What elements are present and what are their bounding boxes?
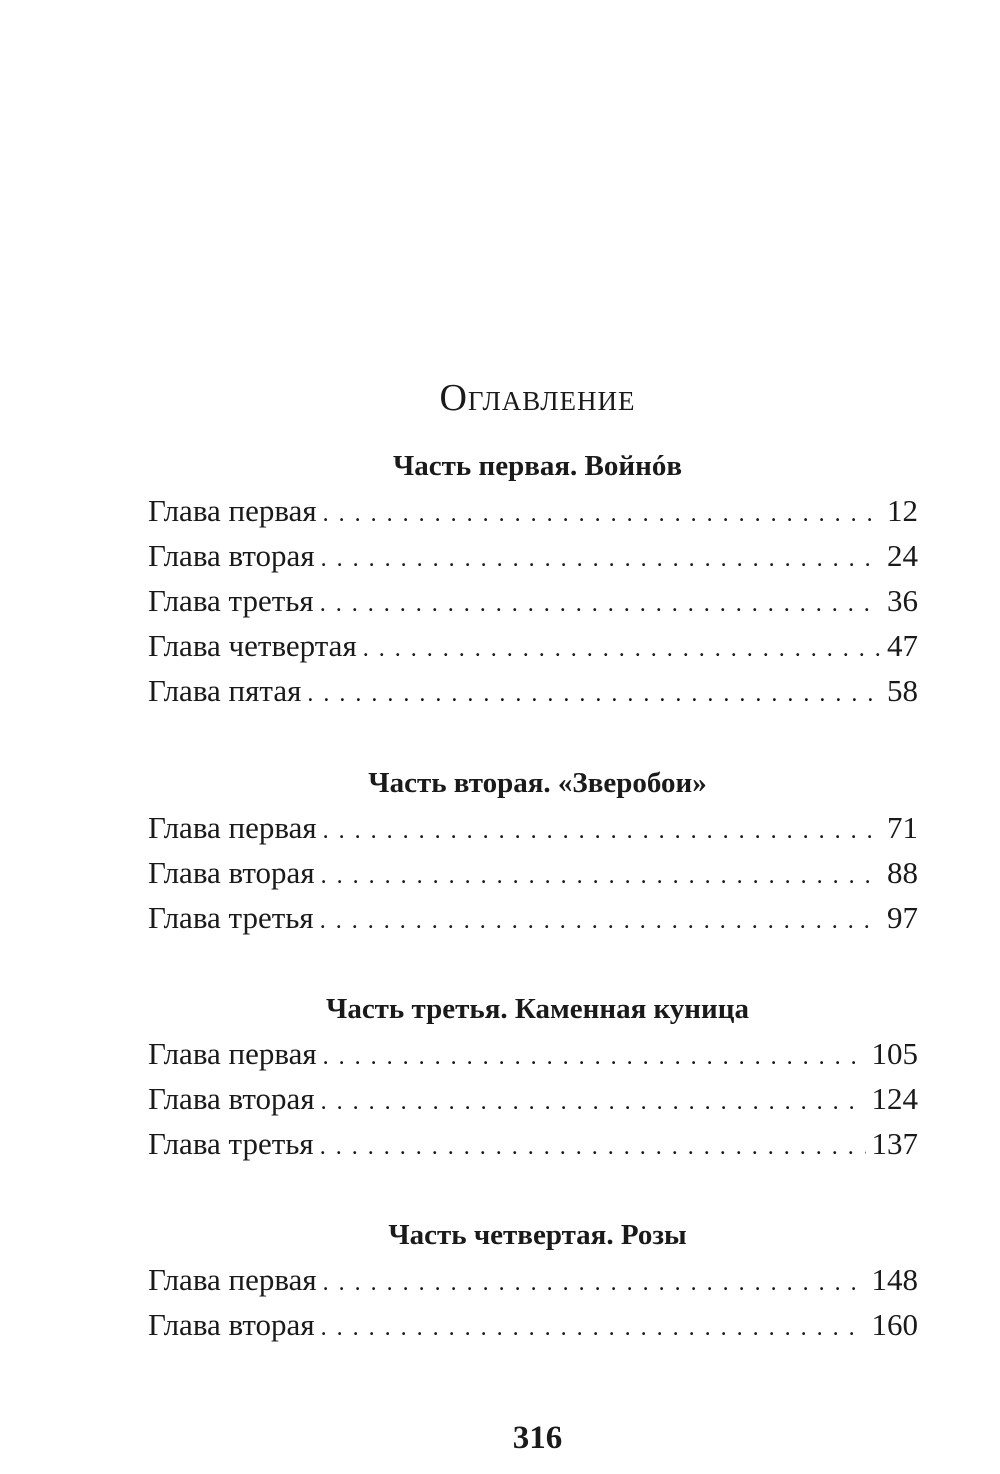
chapter-label: Глава первая — [148, 810, 317, 845]
dot-leader — [323, 1037, 866, 1077]
toc-entry[interactable] — [148, 1079, 918, 1119]
chapter-label: Глава вторая — [148, 538, 315, 573]
part-heading: Часть четвертая. Розы — [388, 1219, 687, 1251]
dot-leader — [323, 1263, 866, 1303]
toc-entry[interactable] — [148, 671, 918, 711]
dot-leader — [363, 629, 881, 669]
part-heading: Часть первая. Войнóв — [393, 450, 682, 482]
toc-entry[interactable] — [148, 581, 918, 621]
page-number: 160 — [871, 1307, 918, 1342]
chapter-label: Глава вторая — [148, 1081, 315, 1116]
page-number: 58 — [887, 673, 918, 708]
chapter-label: Глава четвертая — [148, 628, 357, 663]
toc-entry[interactable] — [148, 1305, 918, 1345]
chapter-label: Глава первая — [148, 1262, 317, 1297]
toc-entry[interactable] — [148, 898, 918, 938]
dot-leader — [320, 1127, 866, 1167]
dot-leader — [323, 811, 881, 851]
chapter-label: Глава третья — [148, 900, 314, 935]
dot-leader — [321, 1082, 866, 1122]
toc-entry[interactable] — [148, 1260, 918, 1300]
chapter-label: Глава первая — [148, 1036, 317, 1071]
chapter-label: Глава третья — [148, 583, 314, 618]
dot-leader — [320, 584, 881, 624]
page-number: 148 — [871, 1262, 918, 1297]
toc-entry[interactable] — [148, 491, 918, 531]
toc-entry[interactable] — [148, 536, 918, 576]
page-number: 97 — [887, 900, 918, 935]
dot-leader — [323, 494, 881, 534]
toc-entry[interactable] — [148, 1124, 918, 1164]
page-number: 36 — [887, 583, 918, 618]
toc-entry[interactable] — [148, 1034, 918, 1074]
chapter-label: Глава пятая — [148, 673, 302, 708]
page-number: 88 — [887, 855, 918, 890]
toc-entry[interactable] — [148, 626, 918, 666]
dot-leader — [321, 856, 881, 896]
page-number: 47 — [887, 628, 918, 663]
toc-entry[interactable] — [148, 853, 918, 893]
page-number: 124 — [871, 1081, 918, 1116]
part-heading: Часть третья. Каменная куница — [326, 993, 749, 1025]
page-number: 105 — [871, 1036, 918, 1071]
folio-page-number: 316 — [512, 1420, 563, 1456]
dot-leader — [307, 674, 881, 714]
page-number: 24 — [887, 538, 918, 573]
chapter-label: Глава третья — [148, 1126, 314, 1161]
part-heading: Часть вторая. «Зверобои» — [368, 767, 707, 799]
toc-entry[interactable] — [148, 808, 918, 848]
page-number: 71 — [887, 810, 918, 845]
dot-leader — [320, 901, 881, 941]
chapter-label: Глава первая — [148, 493, 317, 528]
chapter-label: Глава вторая — [148, 855, 315, 890]
chapter-label: Глава вторая — [148, 1307, 315, 1342]
page-number: 137 — [871, 1126, 918, 1161]
toc-title: Оглавление — [439, 377, 636, 419]
dot-leader — [321, 1308, 866, 1348]
dot-leader — [321, 539, 881, 579]
page-number: 12 — [887, 493, 918, 528]
